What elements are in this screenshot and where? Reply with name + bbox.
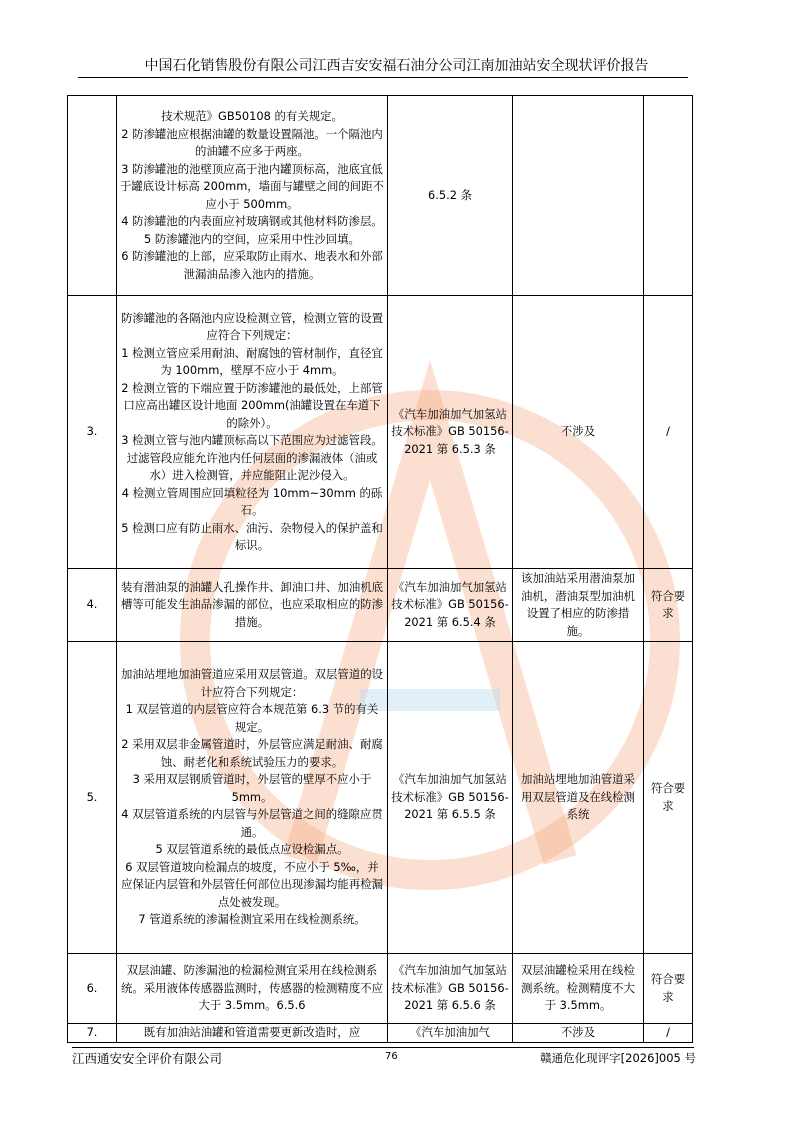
cell-requirement <box>117 96 388 296</box>
cell-actual-situation: 该加油站采用潜油泵加油机，潜油泵型加油机设置了相应的防渗措施。 <box>513 569 644 642</box>
page-number: 76 <box>385 1051 398 1062</box>
cell-item-number: 5. <box>68 642 117 954</box>
table-row <box>68 1024 693 1043</box>
cell-actual-situation: 不涉及 <box>513 296 644 569</box>
cell-result: 符合要求 <box>644 642 693 954</box>
table-row <box>68 96 693 296</box>
cell-actual-situation: 不涉及 <box>513 1024 644 1043</box>
header-divider <box>78 77 688 78</box>
footer-company: 江西通安安全评价有限公司 <box>72 1051 223 1066</box>
cell-requirement <box>117 296 388 569</box>
requirement-line: 6 双层管道坡向检漏点的坡度，不应小于 5‰，并应保证内层管和外层管任何部位出现渗漏均能再检漏点处被发现。 <box>121 859 383 909</box>
requirement-line: 5 双层管道系统的最低点应设检漏点。 <box>155 842 349 857</box>
footer-divider <box>72 1047 694 1048</box>
cell-actual-situation: 双层油罐检采用在线检测系统。检测精度不大于 3.5mm。 <box>513 954 644 1024</box>
cell-requirement <box>117 642 388 954</box>
requirement-line: 2 采用双层非金属管道时，外层管应满足耐油、耐腐蚀、耐老化和系统试验压力的要求。 <box>121 737 383 769</box>
cell-requirement <box>117 1024 388 1043</box>
cell-item-number: 6. <box>68 954 117 1024</box>
requirement-line: 4 双层管道系统的内层管与外层管道之间的缝隙应贯通。 <box>121 807 383 839</box>
requirement-line: 技术规范》GB50108 的有关规定。 <box>161 109 343 123</box>
requirement-line: 既有加油站油罐和管道需要更新改造时，应 <box>143 1025 361 1040</box>
cell-item-number: 4. <box>68 569 117 642</box>
requirement-line: 3 检测立管与池内罐顶标高以下范围应为过滤管段。过滤管段应能允许池内任何层面的渗漏液体（油或水）进入检测管，并应能阻止泥沙侵入。 <box>121 433 383 482</box>
requirement-line: 1 双层管道的内层管应符合本规范第 6.3 节的有关规定。 <box>125 702 379 734</box>
cell-item-number <box>68 96 117 296</box>
evaluation-table <box>67 95 693 1043</box>
document-number: 赣通危化现评字[2026]005 号 <box>540 1051 696 1065</box>
cell-item-number: 7. <box>68 1024 117 1043</box>
requirement-line: 3 采用双层钢质管道时，外层管的壁厚不应小于 5mm。 <box>132 772 372 804</box>
cell-basis: 《汽车加油加气加氢站技术标准》GB 50156-2021 第 6.5.5 条 <box>388 642 513 954</box>
cell-result: 符合要求 <box>644 569 693 642</box>
cell-result: 符合要求 <box>644 954 693 1024</box>
cell-basis: 6.5.2 条 <box>388 96 513 296</box>
cell-actual-situation <box>513 96 644 296</box>
cell-result: / <box>644 1024 693 1043</box>
requirement-line: 2 检测立管的下端应置于防渗罐池的最低处，上部管口应高出罐区设计地面 200mm(油罐设置在车道下的除外）。 <box>121 380 383 430</box>
requirement-line: 加油站埋地加油管道应采用双层管道。双层管道的设计应符合下列规定： <box>121 667 383 699</box>
table-row <box>68 642 693 954</box>
requirement-line: 防渗罐池的各隔池内应设检测立管，检测立管的设置应符合下列规定： <box>121 310 383 342</box>
requirement-line: 5 防渗罐池内的空间，应采用中性沙回填。 <box>144 231 360 246</box>
cell-basis: 《汽车加油加气加氢站技术标准》GB 50156-2021 第 6.5.3 条 <box>388 296 513 569</box>
cell-basis: 《汽车加油加气 <box>388 1024 513 1043</box>
requirement-line: 双层油罐、防渗漏池的检漏检测宜采用在线检测系统。采用液体传感器监测时，传感器的检测精度不应大于 3.5mm。6.5.6 <box>121 963 383 1013</box>
page-header-title: 中国石化销售股份有限公司江西吉安安福石油分公司江南加油站安全现状评价报告 <box>144 58 649 74</box>
cell-result <box>644 96 693 296</box>
requirement-line: 1 检测立管应采用耐油、耐腐蚀的管材制作，直径宜为 100mm，壁厚不应小于 4mm。 <box>121 345 383 377</box>
requirement-line: 5 检测口应有防止雨水、油污、杂物侵入的保护盖和标识。 <box>121 520 383 552</box>
cell-basis: 《汽车加油加气加氢站技术标准》GB 50156-2021 第 6.5.4 条 <box>388 569 513 642</box>
cell-requirement <box>117 569 388 642</box>
cell-item-number: 3. <box>68 296 117 569</box>
cell-result: / <box>644 296 693 569</box>
table-row <box>68 569 693 642</box>
table-row <box>68 296 693 569</box>
cell-basis: 《汽车加油加气加氢站技术标准》GB 50156-2021 第 6.5.6 条 <box>388 954 513 1024</box>
requirement-line: 2 防渗罐池应根据油罐的数量设置隔池。一个隔池内的油罐不应多于两座。 <box>121 126 383 158</box>
requirement-line: 7 管道系统的渗漏检测宜采用在线检测系统。 <box>138 912 366 927</box>
table-row <box>68 954 693 1024</box>
requirement-line: 6 防渗罐池的上部，应采取防止雨水、地表水和外部泄漏油品渗入池内的措施。 <box>121 249 383 281</box>
requirement-line: 3 防渗罐池的池壁顶应高于池内罐顶标高，池底宜低于罐底设计标高 200mm，墙面与罐壁之间的间距不应小于 500mm。 <box>120 161 384 211</box>
cell-actual-situation: 加油站埋地加油管道采用双层管道及在线检测系统 <box>513 642 644 954</box>
requirement-line: 装有潜油泵的油罐人孔操作井、卸油口井、加油机底槽等可能发生油品渗漏的部位，也应采取相应的防渗措施。 <box>121 579 383 629</box>
cell-requirement <box>117 954 388 1024</box>
requirement-line: 4 检测立管周围应回填粒径为 10mm~30mm 的砾石。 <box>121 485 383 517</box>
requirement-line: 4 防渗罐池的内表面应衬玻璃钢或其他材料防渗层。 <box>121 214 383 228</box>
